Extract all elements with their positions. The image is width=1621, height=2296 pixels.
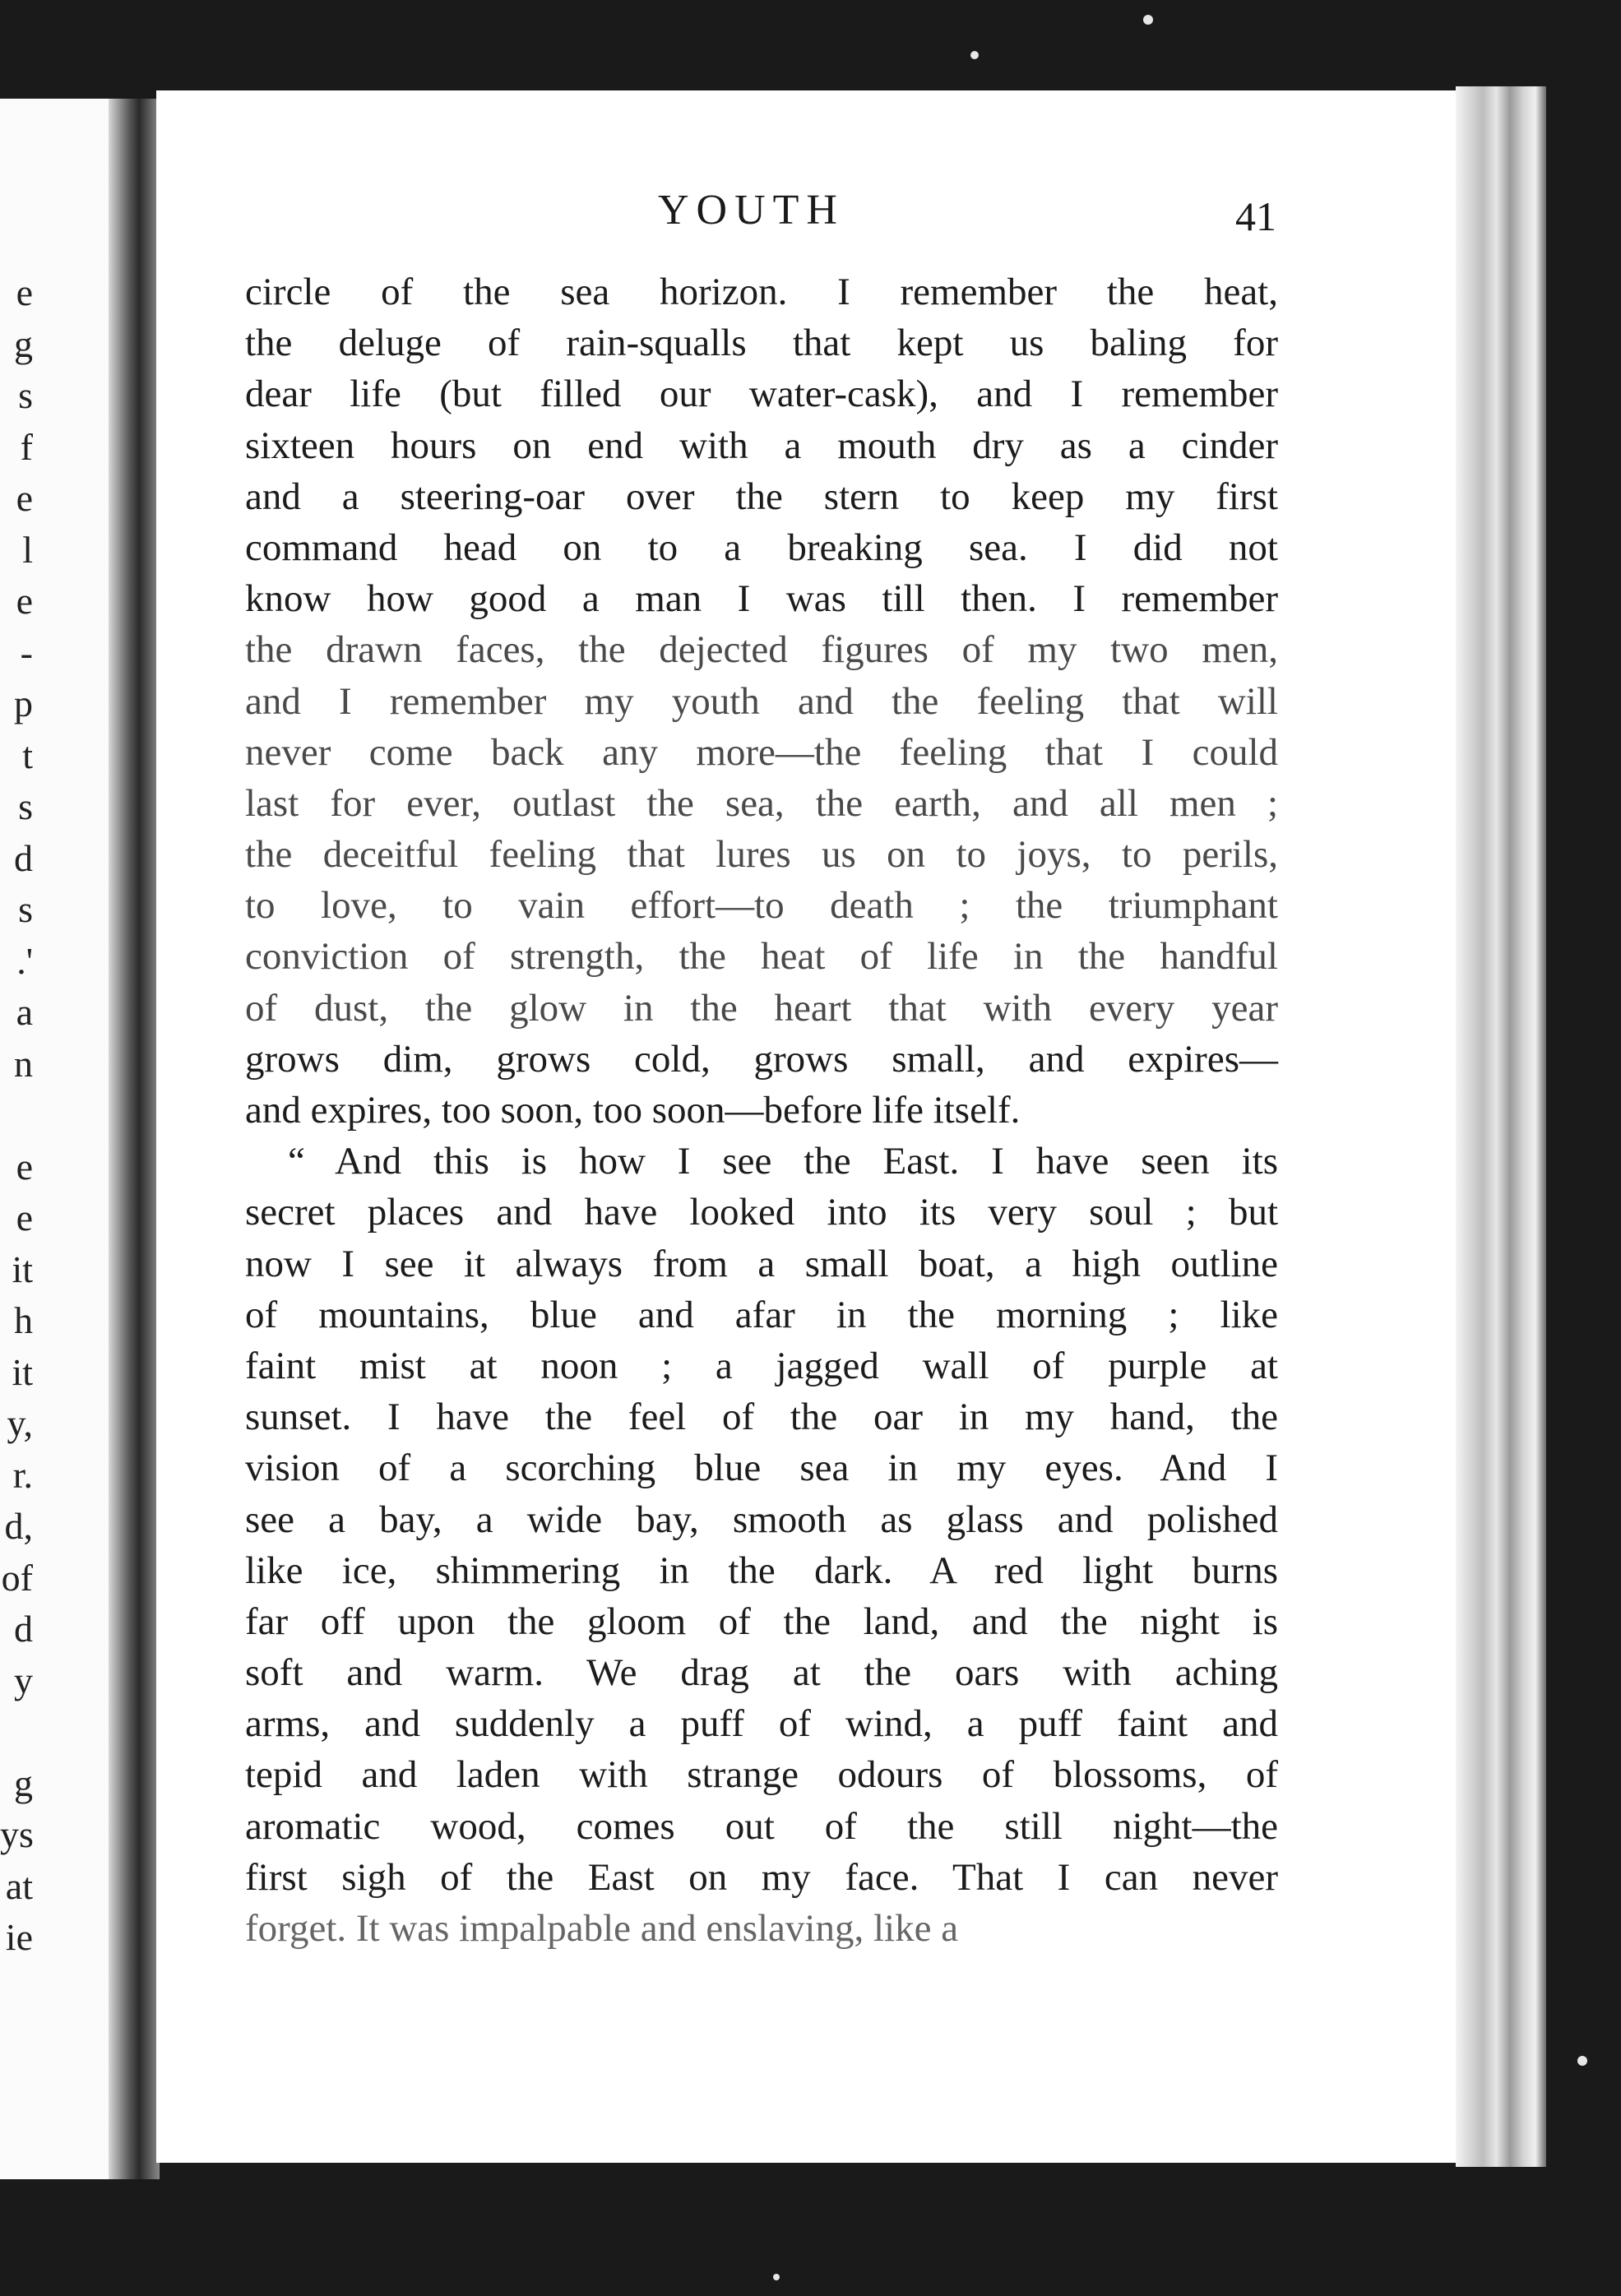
- left-page-fragment: a: [16, 991, 33, 1033]
- page-edges: [1456, 86, 1546, 2167]
- left-page-fragment: y,: [7, 1402, 33, 1444]
- left-page-fragment: [0, 1706, 33, 1758]
- dust-speck: [970, 51, 979, 59]
- text-line: know how good a man I was till then. I remember: [245, 577, 1278, 621]
- left-page-fragment: g: [14, 1761, 33, 1804]
- text-line: command head on to a breaking sea. I did not: [245, 525, 1278, 569]
- text-line: conviction of strength, the heat of life in the handful: [245, 935, 1278, 979]
- text-line: to love, to vain effort—to death ; the triumphant: [245, 884, 1278, 928]
- text-line: like ice, shimmering in the dark. A red light burns: [245, 1548, 1278, 1592]
- page-number: 41: [1235, 193, 1276, 239]
- left-page-fragment: s: [18, 888, 33, 930]
- dust-speck: [1143, 15, 1153, 25]
- text-line: see a bay, a wide bay, smooth as glass and polished: [245, 1497, 1278, 1541]
- left-page-fragment: ie: [5, 1916, 33, 1958]
- text-line: and I remember my youth and the feeling that will: [245, 679, 1278, 723]
- left-page-fragment: p: [14, 683, 33, 724]
- text-line: vision of a scorching blue sea in my eyes. And I: [245, 1447, 1278, 1490]
- left-page-fragment: h: [14, 1299, 33, 1341]
- left-page-fragment: n: [14, 1042, 33, 1085]
- left-page-fragment: of: [1, 1556, 33, 1599]
- left-page-fragment: e: [16, 580, 33, 622]
- text-line: dear life (but filled our water-cask), and I remember: [245, 373, 1278, 416]
- left-page-fragment: g: [14, 322, 33, 365]
- body-text: [245, 266, 1278, 1954]
- left-page-fragment: -: [20, 631, 33, 674]
- left-page-fragment: at: [5, 1864, 33, 1907]
- left-page-fragment: it: [12, 1350, 33, 1393]
- text-line: forget. It was impalpable and enslaving, like a: [245, 1907, 959, 1950]
- text-line: last for ever, outlast the sea, the earth, and all men ;: [245, 781, 1278, 825]
- left-page-fragment: ys: [0, 1813, 34, 1855]
- left-page-fragment: y: [14, 1659, 33, 1701]
- text-line: and expires, too soon, too soon—before life itself.: [245, 1089, 1021, 1132]
- text-line: far off upon the gloom of the land, and the night is: [245, 1599, 1278, 1643]
- text-line: secret places and have looked into its very soul ; but: [245, 1191, 1278, 1234]
- text-line: “ And this is how I see the East. I have seen its: [288, 1140, 1278, 1183]
- text-line: now I see it always from a small boat, a high outline: [245, 1242, 1278, 1285]
- left-page-fragment: d,: [4, 1505, 33, 1547]
- left-page-fragment: e: [16, 1197, 33, 1238]
- left-page-fragment: d: [14, 836, 33, 879]
- left-page-fragment: [0, 1090, 33, 1141]
- text-line: the deluge of rain-squalls that kept us baling for: [245, 322, 1278, 365]
- text-line: first sigh of the East on my face. That I can never: [245, 1855, 1278, 1899]
- dust-speck: [773, 2274, 780, 2280]
- text-line: of dust, the glow in the heart that with every year: [245, 986, 1278, 1030]
- left-page-fragment: d: [14, 1608, 33, 1650]
- left-page-fragment: e: [16, 271, 33, 313]
- text-line: the drawn faces, the dejected figures of my two men,: [245, 628, 1278, 672]
- left-page-fragment: it: [12, 1248, 33, 1290]
- text-line: faint mist at noon ; a jagged wall of purple at: [245, 1344, 1278, 1387]
- running-title: YOUTH: [658, 187, 845, 234]
- text-line: soft and warm. We drag at the oars with aching: [245, 1651, 1278, 1695]
- book-gutter: [109, 99, 160, 2179]
- text-line: tepid and laden with strange odours of blossoms, of: [245, 1753, 1278, 1797]
- text-line: circle of the sea horizon. I remember the heat,: [245, 271, 1278, 313]
- left-page-fragment: e: [16, 477, 33, 519]
- left-page-fragment: l: [22, 528, 33, 571]
- left-page-fragment: s: [18, 374, 33, 416]
- text-line: the deceitful feeling that lures us on to joys, to perils,: [245, 833, 1278, 877]
- text-line: sunset. I have the feel of the oar in my hand, the: [245, 1396, 1278, 1439]
- text-line: of mountains, blue and afar in the morning ; like: [245, 1293, 1278, 1336]
- text-line: sixteen hours on end with a mouth dry as a cinder: [245, 424, 1278, 467]
- left-page-fragment: f: [20, 425, 33, 468]
- left-page-fragment: .': [16, 939, 33, 982]
- left-page-fragment: s: [18, 785, 33, 827]
- left-page-fragment: e: [16, 1145, 33, 1187]
- dust-speck: [1577, 2056, 1587, 2066]
- text-line: aromatic wood, comes out of the still night—the: [245, 1804, 1278, 1848]
- text-line: grows dim, grows cold, grows small, and expires—: [245, 1037, 1278, 1081]
- text-line: never come back any more—the feeling that I could: [245, 730, 1278, 774]
- text-line: arms, and suddenly a puff of wind, a puff faint and: [245, 1702, 1278, 1746]
- left-page-edge-text: [0, 267, 33, 1964]
- left-page-fragment: r.: [12, 1453, 33, 1496]
- text-line: and a steering-oar over the stern to keep my first: [245, 474, 1278, 518]
- left-page-fragment: t: [22, 734, 33, 776]
